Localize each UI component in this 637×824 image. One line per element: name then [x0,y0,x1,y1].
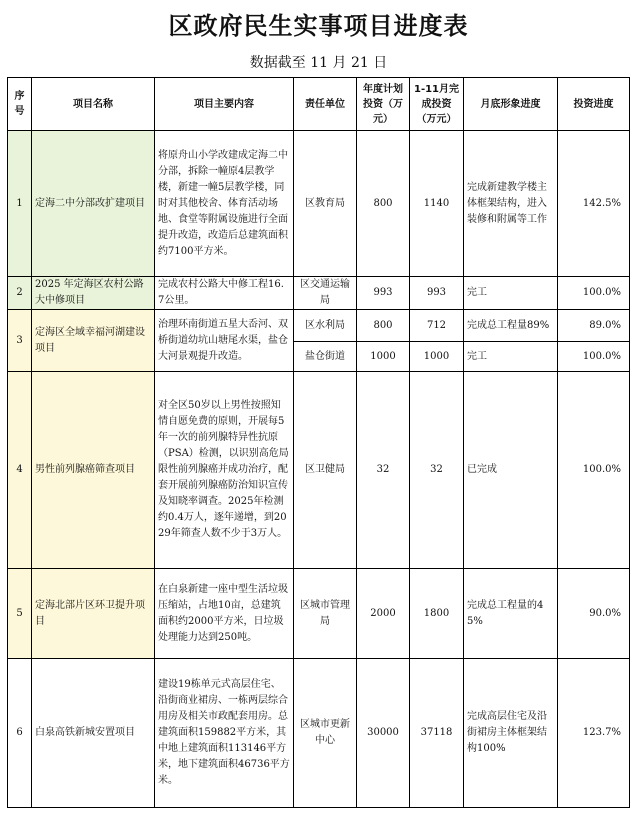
row-progress: 完成新建教学楼主体框架结构，进入装修和附属等工作 [464,131,558,277]
row-content: 建设19栋单元式高层住宅、沿街商业裙房、一栋两层综合用房及相关市政配套用房。总建筑面积159882平方米，其中地上建筑面积113146平方米，地下建筑面积46736平方米。 [155,659,294,808]
row-progress: 已完成 [464,372,558,569]
row-seq: 6 [8,659,32,808]
row-plan: 32 [357,372,410,569]
row-progress: 完成总工程量的45% [464,569,558,659]
row-rate: 100.0% [558,372,630,569]
page-title: 区政府民生实事项目进度表 [168,11,469,40]
row-plan: 30000 [357,659,410,808]
row-name: 男性前列腺癌筛查项目 [32,372,155,569]
row-seq: 3 [8,310,32,372]
row-plan: 1000 [357,342,410,372]
header-progress: 月底形象进度 [464,78,558,131]
row-name: 定海二中分部改扩建项目 [32,131,155,277]
row-actual: 1000 [410,342,464,372]
row-actual: 993 [410,277,464,310]
row-seq: 4 [8,372,32,569]
row-rate: 89.0% [558,310,630,342]
table-row [8,131,630,277]
row-unit: 区教育局 [294,131,357,277]
row-unit: 区水利局 [294,310,357,342]
table-row [8,277,630,310]
row-plan: 800 [357,310,410,342]
header-actual: 1-11月完成投资（万元） [410,78,464,131]
row-progress: 完成总工程量89% [464,310,558,342]
header-plan: 年度计划投资（万元） [357,78,410,131]
row-plan: 2000 [357,569,410,659]
header-name: 项目名称 [32,78,155,131]
row-actual: 32 [410,372,464,569]
row-unit: 区交通运输局 [294,277,357,310]
row-actual: 712 [410,310,464,342]
row-content: 在白泉新建一座中型生活垃圾压缩站，占地10亩，总建筑面积约2000平方米，日垃圾处理能力达到250吨。 [155,569,294,659]
row-rate: 123.7% [558,659,630,808]
row-rate: 100.0% [558,277,630,310]
row-unit: 区卫健局 [294,372,357,569]
table-row [8,372,630,569]
row-actual: 1800 [410,569,464,659]
row-unit: 盐仓街道 [294,342,357,372]
row-actual: 37118 [410,659,464,808]
header-row [8,78,630,131]
row-unit: 区城市管理局 [294,569,357,659]
row-content: 将原舟山小学改建成定海二中分部，拆除一幢原4层教学楼，新建一幢5层教学楼，同时对其他校舍、体育活动场地、食堂等附属设施进行全面提升改造，改造后总建筑面积约7100平方米。 [155,131,294,277]
row-seq: 1 [8,131,32,277]
row-name: 白泉高铁新城安置项目 [32,659,155,808]
progress-table [7,77,630,808]
header-seq: 序号 [8,78,32,131]
row-rate: 142.5% [558,131,630,277]
header-rate: 投资进度 [558,78,630,131]
row-rate: 100.0% [558,342,630,372]
table-row [8,659,630,808]
data-date-subtitle: 数据截至 11 月 21 日 [249,55,388,71]
row-plan: 993 [357,277,410,310]
row-seq: 2 [8,277,32,310]
row-actual: 1140 [410,131,464,277]
row-rate: 90.0% [558,569,630,659]
row-name: 2025 年定海区农村公路大中修项目 [32,277,155,310]
row-name: 定海北部片区环卫提升项目 [32,569,155,659]
row-progress: 完成高层住宅及沿街裙房主体框架结构100% [464,659,558,808]
row-seq: 5 [8,569,32,659]
row-unit: 区城市更新中心 [294,659,357,808]
table-row [8,569,630,659]
table-row [8,310,630,342]
row-plan: 800 [357,131,410,277]
header-content: 项目主要内容 [155,78,294,131]
row-progress: 完工 [464,342,558,372]
row-content: 治理环南街道五星大岙河、双桥街道幼坑山塘尾水渠，盐仓大河景观提升改造。 [155,310,294,372]
header-unit: 责任单位 [294,78,357,131]
row-content: 对全区50岁以上男性按照知情自愿免费的原则，开展每5年一次的前列腺特异性抗原（PSA）检测，以识别高危局限性前列腺癌并成功治疗，配套开展前列腺癌防治知识宣传及知晓率调查。2025年检测约0.4万人，逐年递增，到2029年筛查人数不少于3万人。 [155,372,294,569]
row-name: 定海区全域幸福河湖建设项目 [32,310,155,372]
row-content: 完成农村公路大中修工程16.7公里。 [155,277,294,310]
row-progress: 完工 [464,277,558,310]
